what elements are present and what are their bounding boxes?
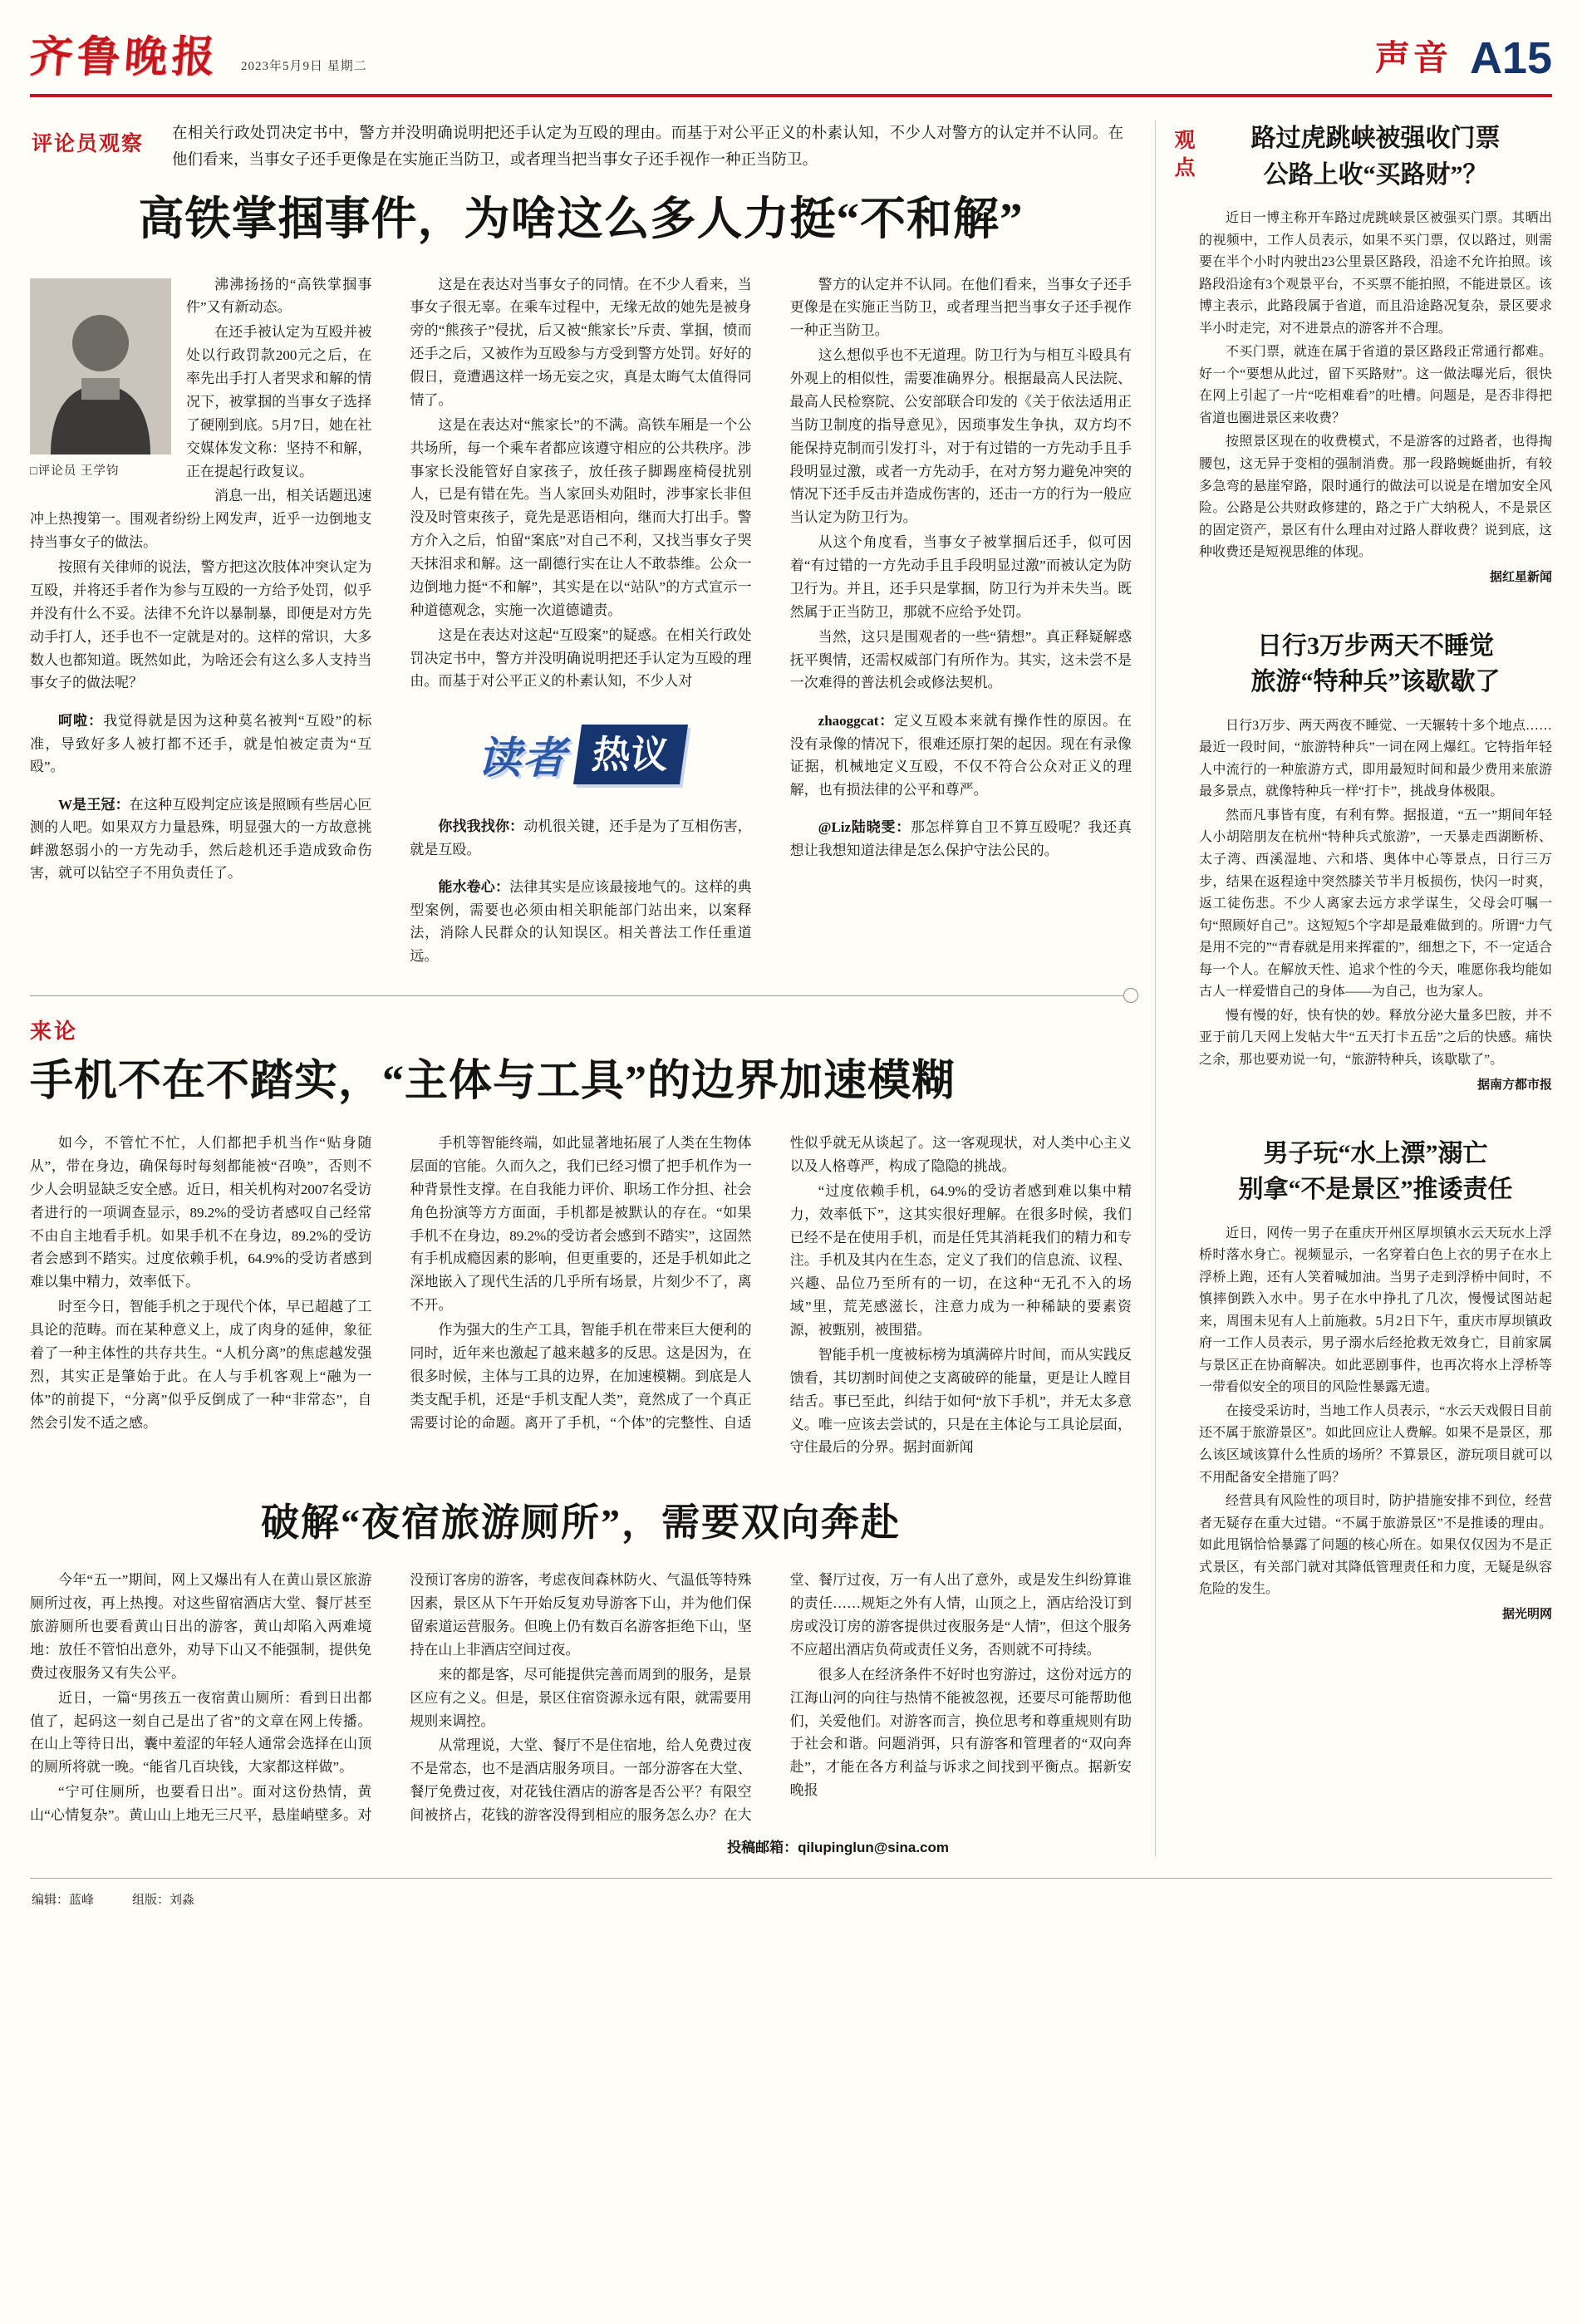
paragraph: 如今，不管忙不忙，人们都把手机当作“贴身随从”，带在身边，确保每时每刻都能被“召唤”，否则不少人会明显缺乏安全感。近日，相关机构对2007名受访者进行的一项调查显示，89.2%的受访者感叹自己经常不由自主地看手机。如果手机不在身边，89.2%的受访者会感到不踏实。过度依赖手机，64.9%的受访者感到难以集中精力，效率低下。 <box>30 1135 372 1290</box>
paragraph: 今年“五一”期间，网上又爆出有人在黄山景区旅游厕所过夜，再上热搜。对这些留宿酒店大堂、餐厅甚至旅游厕所也要看黄山日出的游客，黄山却陷入两难境地：放任不管怕出意外，劝导下山又不能强制，提供免费过夜服务又有失公平。 <box>30 1572 372 1681</box>
paragraph: 手机等智能终端，如此显著地拓展了人类在生物体层面的官能。久而久之，我们已经习惯了把手机作为一种背景性支撑。在自我能力评价、职场工作分担、社会角色扮演等方方面面，手机都是被默认的存在。“如果手机不在身边，89.2%的受访者会感到不踏实”，这固然有手机成瘾因素的影响，但更重要的，还是手机如此之深地嵌入了现代生活的几乎所有场景，片刻少不了，离不开。 <box>410 1135 752 1314</box>
comment-text: 我觉得就是因为这种莫名被判“互殴”的标准，导致好多人被打都不还手，就是怕被定责为“互殴”。 <box>30 713 372 775</box>
paragraph: 然而凡事皆有度，有利有弊。据报道，“五一”期间年轻人小胡陪朋友在杭州“特种兵式旅游”，一天暴走西湖断桥、太子湾、西溪湿地、六和塔、奥体中心等景点，日行三万步，结果在返程途中突然膝关节半月板损伤，快闪一时爽，返工徒伤悲。不少人离家去远方求学谋生，父母会叮嘱一句“照顾好自己”。这短短5个字却是最难做到的。所谓“力气是用不完的”“青春就是用来挥霍的”，细想之下，不一定适合每一个人。在解放天性、追求个性的今天，唯愿你我均能如古人一样爱惜自己的身体——为自己，也为家人。 <box>1199 808 1552 1000</box>
section-divider <box>30 995 1132 996</box>
sidebar-article-title <box>1199 628 1552 700</box>
lailun-label: 来论 <box>30 1020 79 1044</box>
comment-text: 定义互殴本来就有操作性的原因。在没有录像的情况下，很难还原打架的起因。现在有录像证据，机械地定义互殴，不仅不符合公众对正义的理解，也有损法律的公平和尊严。 <box>789 713 1132 798</box>
submission-email: 投稿邮箱：qilupinglun@sina.com <box>727 1839 949 1855</box>
lailun-headline: 手机不在不踏实，“主体与工具”的边界加速模糊 <box>30 1058 956 1106</box>
paragraph: 作为强大的生产工具，智能手机在带来巨大便利的同时，近年来也激起了越来越多的反思。这是因为，在很多时候，主体与工具的边界，在加速模糊。到底是人类支配手机，还是“手机支配人类”，竟然成了一个真正需要讨论的命题。离开了手机，“个体”的完整性、自适性似乎就无从谈起了。这一客观现状，对人类中心主义以及人格尊严，构成了隐隐的挑战。 <box>410 1135 1132 1431</box>
author-photo-block <box>30 278 171 479</box>
paragraph: 近日，一篇“男孩五一夜宿黄山厕所：看到日出都值了，起码这一刻自己是出了省”的文章在网上传播。在山上等待日出，囊中羞涩的年轻人通常会选择在山顶的厕所将就一晚。“能省几百块钱，大家都这样做”。 <box>30 1689 372 1776</box>
toilet-headline: 破解“夜宿旅游厕所”，需要双向奔赴 <box>261 1501 901 1545</box>
layout-credit: 组版：刘淼 <box>132 1892 195 1907</box>
page-content <box>0 97 1582 1861</box>
viewpoint-sidebar <box>1155 120 1552 1856</box>
paragraph: 从常理说，大堂、餐厅不是住宿地，给人免费过夜不是常态，也不是酒店服务项目。一部分游客在大堂、餐厅免费过夜，对花钱住酒店的游客是否公平？有限空间被挤占，花钱的游客没得到相应的服务怎么办？在大堂、餐厅过夜，万一有人出了意外，或是发生纠纷算谁的责任……规矩之外有人情，山顶之上，酒店给没订到房或没订房的游客提供过夜服务是“人情”，但这个服务不应超出酒店负荷或责任义务，否则就不可持续。 <box>410 1572 1132 1824</box>
article-column-3 <box>790 273 1132 968</box>
paragraph: 在还手被认定为互殴并被处以行政罚款200元之后，在率先出手打人者哭求和解的情况下，被掌掴的当事女子选择了硬刚到底。5月7日，她在社交媒体发文称：坚持不和解，正在提起行政复议。 <box>186 324 372 479</box>
observer-top <box>30 120 1132 174</box>
paper-logo: 齐鲁晚报 <box>27 34 221 81</box>
article-column-1 <box>30 273 371 968</box>
paragraph: 这么想似乎也不无道理。防卫行为与相互斗殴具有外观上的相似性，需要准确界分。根据最高人民法院、最高人民检察院、公安部联合印发的《关于依法适用正当防卫制度的指导意见》，因琐事发生争执，双方均不能保持克制而引发打斗，对于有过错的一方先动手且手段明显过激，或者一方先动手，在对方努力避免冲突的情况下还手反击并造成伤害的，还击一方的行为一般应当认定为防卫行为。 <box>789 347 1132 526</box>
article-col3-paragraphs <box>790 273 1132 695</box>
paragraph: 近日，网传一男子在重庆开州区厚坝镇水云天玩水上浮桥时落水身亡。视频显示，一名穿着白色上衣的男子在水上浮桥上跑，还有人笑着喊加油。当男子走到浮桥中间时，不慎摔倒跌入水中。男子在水中挣扎了几次，慢慢试图站起来，周围未见有人上前施救。5月2日下午，重庆市厚坝镇政府一工作人员表示，男子溺水后经抢救无效身亡，目前家属与景区正在协商解决。如此恶剧事件，也再次将水上浮桥等一带看似安全的项目的风险性暴露无遗。 <box>1199 1226 1552 1395</box>
paragraph: 经营具有风险性的项目时，防护措施安排不到位，经营者无疑存在重大过错。“不属于旅游景区”不是推诿的理由。如此甩锅恰恰暴露了问题的核心所在。如果仅仅因为不是正式景区，有关部门就对其降低管理责任和力度，无疑是纵容危险的发生。 <box>1199 1494 1552 1597</box>
reader-comment <box>30 794 371 885</box>
observer-intro: 在相关行政处罚决定书中，警方并没明确说明把还手认定为互殴的理由。而基于对公平正义的朴素认知，不少人对警方的认定并不认同。在他们看来，当事女子还手更像是在实施正当防卫，或者理当把当事女子还手视作一种正当防卫。 <box>172 125 1123 170</box>
sidebar-article-title <box>1199 120 1552 193</box>
paragraph: 当然，这只是围观者的一些“猜想”。真正释疑解惑抚平舆情，还需权威部门有所作为。其实，这未尝不是一次难得的普法机会或修法契机。 <box>789 628 1132 691</box>
paragraph: 近日一博主称开车路过虎跳峡景区被强买门票。其晒出的视频中，工作人员表示，如果不买门票，仅以路过，则需要在半个小时内驶出23公里景区路段，沿途不允许拍照。该路段沿途有3个观景平台，不买票不能拍照，不能进景区。该博主表示，此路段属于省道，而且沿途路况复杂，景区要求半小时走完，对不进景点的游客并不合理。 <box>1199 211 1552 336</box>
sidebar-article-floating-bridge-drowning <box>1199 1136 1552 1622</box>
masthead <box>0 0 1582 91</box>
lailun-body <box>30 1132 1132 1459</box>
paragraph: 沸沸扬扬的“高铁掌掴事件”又有新动态。 <box>186 276 372 316</box>
main-headline: 高铁掌掴事件，为啥这么多人力挺“不和解” <box>138 193 1024 244</box>
sidebar-article-special-forces-travel <box>1199 628 1552 1093</box>
sidebar-article-body <box>1199 1223 1552 1601</box>
divider-circle-ornament <box>1123 988 1138 1003</box>
paragraph: 来的都是客，尽可能提供完善而周到的服务，是景区应有之义。但是，景区住宿资源永远有限，就需要用规则来调控。 <box>410 1666 752 1729</box>
paragraph: 警方的认定并不认同。在他们看来，当事女子还手更像是在实施正当防卫，或者理当把当事女子还手视作一种正当防卫。 <box>789 276 1132 339</box>
reader-comment <box>30 710 371 779</box>
hotbox-word-reader: 读者 <box>477 735 567 784</box>
comment-author: zhaoggcat： <box>818 713 895 730</box>
toilet-section <box>30 1492 1132 1856</box>
paragraph: “过度依赖手机，64.9%的受访者感到难以集中精力，效率低下”，这其实很好理解。在很多时候，我们已经不是在使用手机，而是任凭其消耗我们的精力和专注。手机及其内在生态，定义了我们的信息流、议程、兴趣、品位乃至所有的一切，在这种“无孔不入的场域”里，荒芜感滋长，注意力成为一种稀缺的要素资源，被甄别，被围猎。 <box>789 1182 1132 1339</box>
paragraph: 日行3万步、两天两夜不睡觉、一天辗转十多个地点……最近一段时间，“旅游特种兵”一词在网上爆红。它特指年轻人中流行的一种旅游方式，即用最短时间和最少费用来旅游最多景点，就像特种兵一样“打卡”，挑战身体极限。 <box>1199 718 1552 799</box>
photo-caption: □评论员 王学钧 <box>30 464 120 478</box>
editor-credit: 编辑：蓝峰 <box>32 1892 95 1907</box>
observer-label: 评论员观察 <box>32 133 145 155</box>
reader-comment <box>790 710 1132 801</box>
dateline: 2023年5月9日 星期二 <box>241 60 367 73</box>
paragraph: 很多人在经济条件不好时也穷游过，这份对远方的江海山河的向往与热情不能被忽视，还要尽可能帮助他们，关爱他们。对游客而言，换位思考和尊重规则有助于社会和谐。问题消弭，只有游客和管理者的“双向奔赴”，才能在各方利益与诉求之间找到平衡点。据新安晚报 <box>789 1666 1132 1799</box>
paragraph: “宁可住厕所，也要看日出”。面对这份热情，黄山“心情复杂”。黄山山上地无三尺平，悬崖峭壁多。对没预订客房的游客，考虑夜间森林防火、气温低等特殊因素，景区从下午开始反复劝导游客下山，并为他们保留索道运营服务。但晚上仍有数百名游客拒绝下山，坚持在山上非酒店空间过夜。 <box>30 1572 752 1824</box>
source-attribution: 据南方都市报 <box>1476 1078 1552 1092</box>
comment-author: W是王冠： <box>58 796 130 813</box>
title-line-1: 男子玩“水上漂”溺亡 <box>1263 1139 1488 1167</box>
source-attribution: 据光明网 <box>1501 1607 1552 1621</box>
sidebar-article-body <box>1199 715 1552 1072</box>
reader-comment <box>790 816 1132 862</box>
toilet-body <box>30 1569 1132 1827</box>
page-footer <box>30 1878 1552 1926</box>
person-silhouette-icon <box>30 278 171 454</box>
paragraph: 在接受采访时，当地工作人员表示，“水云天戏假日目前还不属于旅游景区”。如此回应让人费解。如果不是景区，那么该区域该算什么性质的场所？不算景区，游玩项目就可以不用配备安全措施了吗？ <box>1199 1403 1552 1485</box>
observer-section <box>30 120 1132 967</box>
paragraph: 按照景区现在的收费模式，不是游客的过路者，也得掏腰包，这无异于变相的强制消费。那一段路蜿蜒曲折，有较多急弯的悬崖窄路，限时通行的做法可以说是在增加安全风险。公路是公共财政修建的，路之于广大纳税人，不是景区的固定资产，景区有什么理由对过路人群收费？说到底，这种收费还是短视思维的体现。 <box>1199 435 1552 560</box>
comment-author: 呵啦： <box>58 713 104 730</box>
title-line-2: 旅游“特种兵”该歇歇了 <box>1250 668 1501 696</box>
title-line-2: 别拿“不是景区”推诿责任 <box>1238 1176 1513 1203</box>
comment-text: 在这种互殴判定应该是照顾有些居心叵测的人吧。如果双方力量悬殊，明显强大的一方故意挑衅激怒弱小的一方先动手，然后趁机还手造成致命伤害，就可以钻空子不用负责任了。 <box>30 796 372 882</box>
title-line-2: 公路上收“买路财”？ <box>1263 160 1488 189</box>
reader-comment <box>410 876 751 967</box>
comment-text: 法律其实是应该最接地气的。这样的典型案例，需要也必须由相关职能部门站出来，以案释法，消除人民群众的认知误区。相关普法工作任重道远。 <box>410 879 752 964</box>
comment-author: 你找我找你： <box>438 818 524 835</box>
lailun-section <box>30 1015 1132 1459</box>
viewpoint-label: 观点 <box>1172 129 1194 184</box>
page-number: A15 <box>1469 33 1552 83</box>
hotbox-word-hot: 热议 <box>573 725 688 784</box>
paragraph: 不买门票，就连在属于省道的景区路段正常通行都难。好一个“要想从此过，留下买路财”。这一做法曝光后，很快在网上引起了一片“吃相难看”的吐槽。问题是，是否非得把省道也圈进景区来收费？ <box>1199 345 1552 425</box>
comment-author: @Liz陆晓雯： <box>818 819 911 836</box>
main-column <box>30 120 1132 1856</box>
paragraph: 智能手机一度被标榜为填满碎片时间，而从实践反馈看，其切割时间使之支离破碎的能量，更是让人瞠目结舌。事已至此，纠结于如何“放下手机”，并无太多意义。唯一应该去尝试的，只是在主体论与工具论层面，守住最后的分界。据封面新闻 <box>789 1346 1132 1456</box>
reader-hot-topic-graphic <box>413 711 748 800</box>
article-column-2 <box>410 273 751 968</box>
comment-text: 动机很关键，还手是为了互相伤害，就是互殴。 <box>410 818 752 857</box>
sidebar-article-tiger-leaping-gorge <box>1199 120 1552 585</box>
paragraph: 慢有慢的好，快有快的妙。释放分泌大量多巴胺，并不亚于前几天网上发帖大牛“五天打卡五岳”之后的快感。痛快之余，那也要劝说一句，“旅游特种兵，该歇歇了”。 <box>1199 1008 1552 1067</box>
paragraph: 这是在表达对这起“互殴案”的疑惑。在相关行政处罚决定书中，警方并没明确说明把还手认定为互殴的理由。而基于对公平正义的朴素认知，不少人对 <box>410 626 752 690</box>
sidebar-article-body <box>1199 208 1552 564</box>
title-line-1: 路过虎跳峡被强收门票 <box>1250 125 1501 152</box>
paragraph: 按照有关律师的说法，警方把这次肢体冲突认定为互殴，并将还手者作为参与互殴的一方给予处罚，似乎并没有什么不妥。法律不允许以暴制暴，即便是对方先动手打人，还手也不一定就是对的。这样的常识，大多数人也都知道。既然如此，为啥还会有这么多人支持当事女子的做法呢？ <box>30 559 372 691</box>
masthead-right <box>1375 31 1552 84</box>
article-col2-paragraphs <box>410 273 751 694</box>
paragraph: 时至今日，智能手机之于现代个体，早已超越了工具论的范畴。而在某种意义上，成了肉身的延伸，象征着了一种主体性的共存共生。“人机分离”的焦虑越发强烈，其实正是肇始于此。在人与手机客观上“融为一体”的前提下，“分离”似乎反倒成了一种“非常态”，自然会引发不适之感。 <box>30 1299 372 1431</box>
source-attribution: 据红星新闻 <box>1489 570 1552 584</box>
paragraph: 从这个角度看，当事女子被掌掴后还手，似可因着“有过错的一方先动手且手段明显过激”而被认定为防卫行为。并且，还手只是掌掴，防卫行为并未失当。既然属于正当防卫，那就不应给予处罚。 <box>789 534 1132 620</box>
reader-comment <box>410 815 751 861</box>
paragraph: 这是在表达对当事女子的同情。在不少人看来，当事女子很无辜。在乘车过程中，无缘无故的她先是被身旁的“熊孩子”侵扰，后又被“熊家长”斥责、掌掴，愤而还手之后，又被作为互殴参与方受到警方处罚。好好的假日，竟遭遇这样一场无妄之灾，真是太晦气太值得同情了。 <box>410 276 752 408</box>
paragraph: 这是在表达对“熊家长”的不满。高铁车厢是一个公共场所，每一个乘车者都应该遵守相应的公共秩序。涉事家长没能管好自家孩子，放任孩子脚踢座椅侵扰别人，已是有错在先。当人家回头劝阻时，涉事家长非但没及时管束孩子，竟先是恶语相向，继而大打出手。警方介入之后，怕留“案底”对自己不利，又找当事女子哭天抹泪求和解。这一副德行实在让人不敢恭维。公众一边倒地力挺“不和解”，其实是在以“站队”的方式宣示一种道德观念，实施一次道德谴责。 <box>410 416 752 618</box>
comment-text: 那怎样算自卫不算互殴呢？我还真想让我想知道法律是怎么保护守法公民的。 <box>789 819 1132 858</box>
sidebar-article-title <box>1199 1136 1552 1208</box>
paragraph: 消息一出，相关话题迅速冲上热搜第一。围观者纷纷上网发声，近乎一边倒地支持当事女子的做法。 <box>30 488 372 551</box>
title-line-1: 日行3万步两天不睡觉 <box>1257 631 1494 660</box>
author-photo <box>30 278 171 454</box>
section-name: 声音 <box>1374 40 1452 78</box>
observer-article <box>30 273 1132 968</box>
comment-author: 能水卷心： <box>438 879 510 896</box>
